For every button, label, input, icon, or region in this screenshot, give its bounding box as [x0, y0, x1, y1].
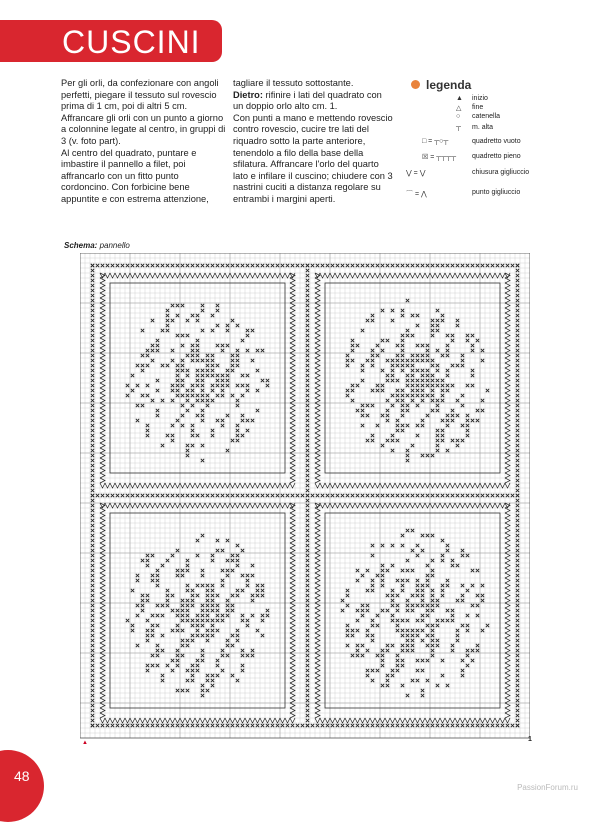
start-triangle-icon: ▲: [456, 95, 463, 102]
legend-label: punto gigliuccio: [472, 189, 521, 196]
filet-chart: [80, 253, 530, 741]
paragraph: [233, 90, 393, 113]
page-number: 48: [14, 768, 30, 784]
empty-square-icon: □ = ┬○┬: [422, 138, 449, 145]
bullet-icon: [411, 80, 420, 89]
legend-title: legenda: [426, 78, 472, 92]
schema-text: pannello: [97, 241, 130, 250]
row-marker: 1: [528, 736, 532, 743]
paragraph: tagliare il tessuto sottostante.: [233, 78, 354, 88]
legend-heading: [411, 78, 471, 92]
paragraph: Affrancare gli orli con un punto a giorno a colonnine legate al centro, in gruppi di 3 (v. foto part).: [61, 112, 226, 146]
start-triangle-icon: ▲: [82, 740, 88, 746]
lily-closure-icon: ⋁ = ⋁: [406, 170, 426, 177]
paragraph-text: rifinire i lati del quadrato con un doppio orlo alto cm. 1.: [233, 89, 382, 112]
page-number-badge: [0, 750, 44, 822]
chain-icon: ○: [456, 113, 461, 120]
bold-label: Dietro:: [233, 89, 263, 100]
watermark: PassionForum.ru: [517, 783, 578, 792]
schema-bold: Schema:: [64, 241, 98, 250]
schema-caption: [64, 241, 130, 250]
lily-stitch-icon: ⌒ = ⋀: [406, 191, 427, 198]
legend-label: fine: [472, 104, 484, 111]
legend-label: chiusura gigliuccio: [472, 169, 530, 176]
page-title: CUSCINI: [62, 24, 201, 60]
legend-label: quadretto vuoto: [472, 138, 521, 145]
paragraph: Per gli orli, da confezionare con angoli perfetti, piegare il tessuto sul rovescio prima di 1 cm, poi di altri 5 cm.: [61, 78, 219, 112]
legend-label: quadretto pieno: [472, 153, 521, 160]
legend-label: catenella: [472, 113, 501, 120]
treble-icon: ┬: [456, 124, 461, 131]
end-triangle-icon: △: [456, 105, 462, 112]
legend-label: m. alta: [472, 124, 494, 131]
paragraph: Con punti a mano e mettendo rovescio contro rovescio, cucire tre lati del riquadro sotto la parte anteriore, tenendolo a filo della base della sfilatura. Affrancare l'orlo del quarto lato e infilare il cuscino; chiudere con 3 nastrini cuciti a distanza regolare su entrambi i margini aperti.: [233, 112, 393, 204]
full-square-icon: ☒ = ┬┬┬┬: [422, 154, 457, 161]
legend: [400, 92, 580, 212]
legend-label: inizio: [472, 95, 488, 102]
text-column-1: [61, 78, 227, 206]
text-column-2: [233, 78, 393, 206]
paragraph: Al centro del quadrato, puntare e imbastire il pannello a filet, poi affrancarlo con un fitto punto cordoncino. Con forbicine bene appuntite e con estrema attenzione,: [61, 147, 209, 204]
